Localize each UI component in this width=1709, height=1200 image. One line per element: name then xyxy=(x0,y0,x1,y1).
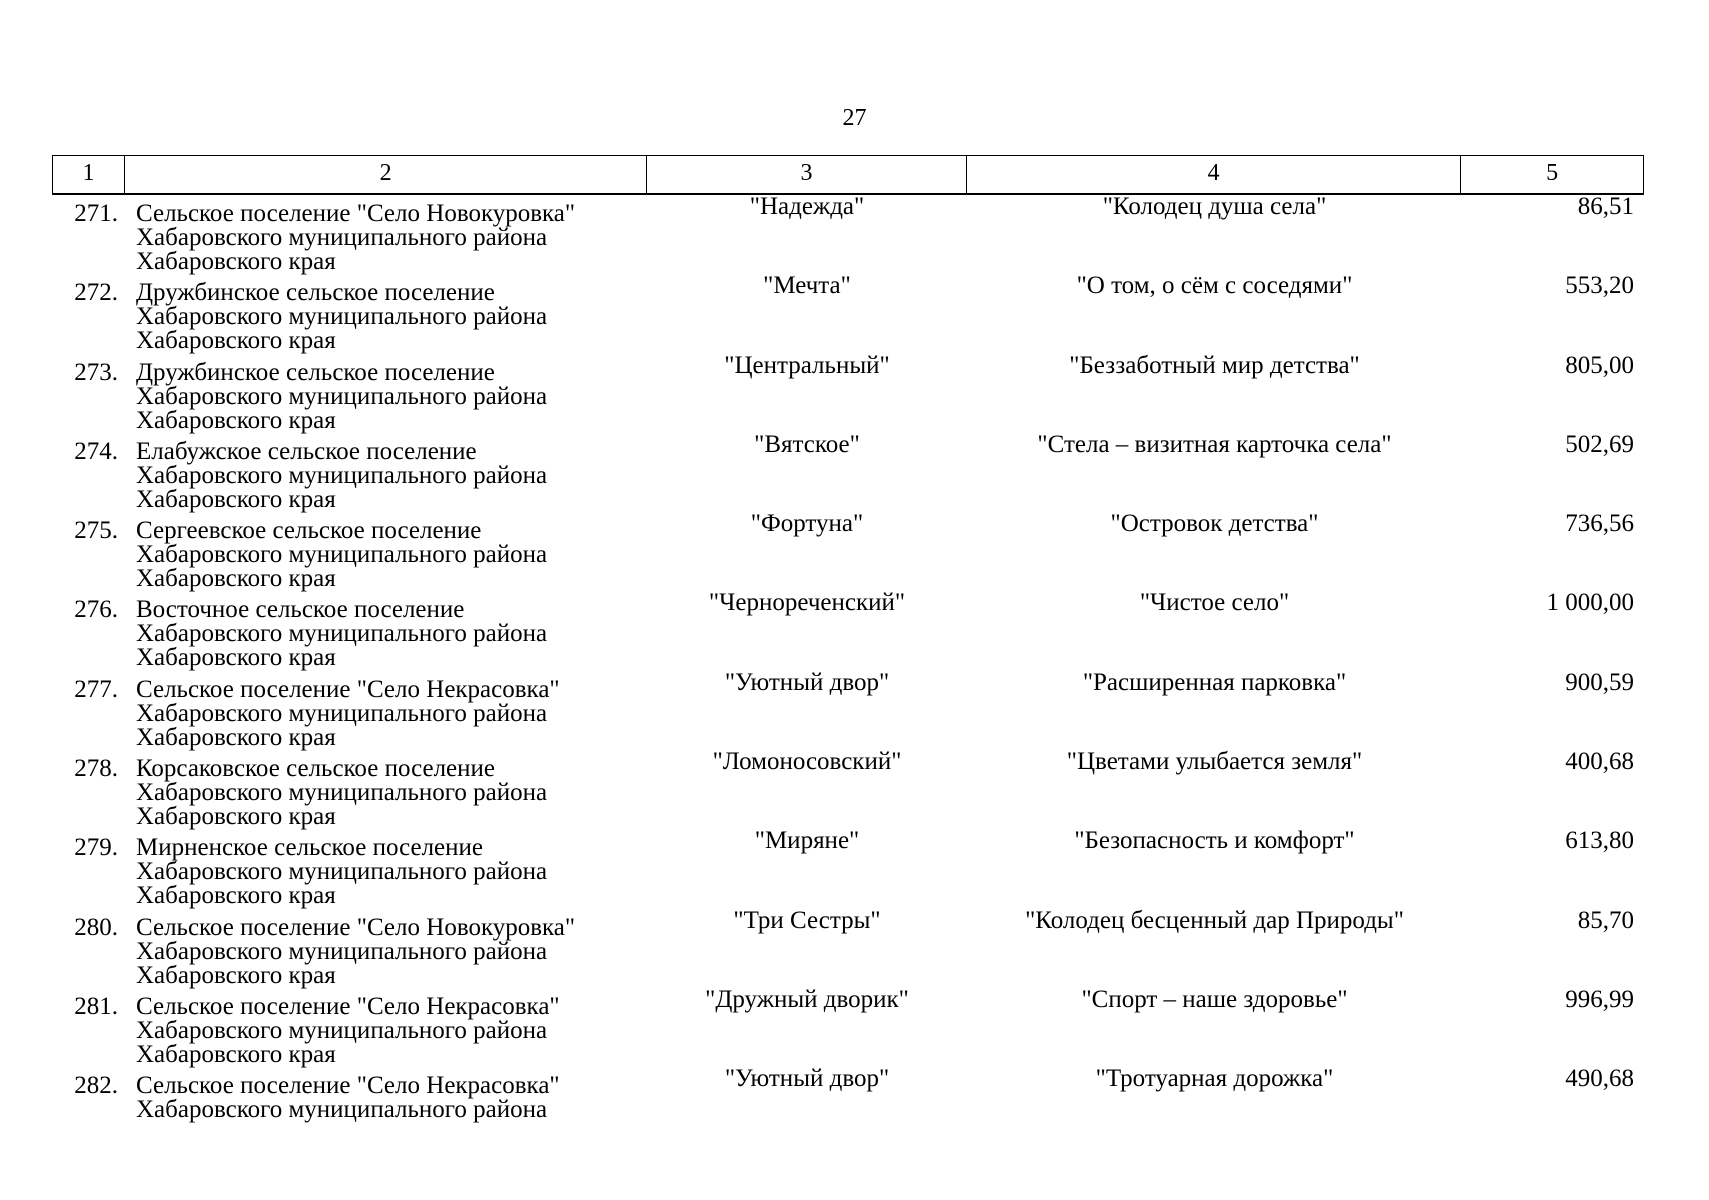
table-row xyxy=(52,430,1644,513)
project-organization: "Фортуна" xyxy=(750,510,864,538)
project-organization: "Мечта" xyxy=(763,272,851,300)
header-cell-1: 1 xyxy=(53,156,125,193)
project-name: "О том, о сём с соседями" xyxy=(1076,272,1353,300)
municipality-name-line: Хабаровского края xyxy=(136,248,336,275)
project-organization: "Чернореченский" xyxy=(708,589,906,617)
municipality-name-line: Хабаровского края xyxy=(136,803,336,831)
municipality-name xyxy=(124,829,647,908)
municipality-name-line: Хабаровского муниципального района xyxy=(136,224,548,251)
municipality-name-line: Хабаровского края xyxy=(136,961,336,989)
municipality-name xyxy=(124,512,647,591)
amount-value: 85,70 xyxy=(1577,906,1634,934)
municipality-name-line: Дружбинское сельское поселение xyxy=(136,279,495,307)
header-cell-3: 3 xyxy=(647,156,967,193)
municipality-name-line: Хабаровского муниципального района xyxy=(136,1016,548,1044)
municipality-name-line: Хабаровского края xyxy=(136,485,336,513)
municipality-name-line: Хабаровского муниципального района xyxy=(136,461,548,489)
table-header-row xyxy=(52,155,1644,195)
page-number: 27 xyxy=(842,105,867,131)
table-row xyxy=(52,750,1644,829)
project-organization: "Центральный" xyxy=(724,351,890,379)
municipality-name-line: Сельское поселение "Село Новокуровка" xyxy=(136,913,576,941)
row-number: 278. xyxy=(74,755,118,783)
municipality-name-line: Хабаровского муниципального района xyxy=(136,303,548,331)
municipality-name xyxy=(124,988,647,1067)
project-name: "Колодец душа села" xyxy=(1102,193,1327,220)
table-row xyxy=(52,985,1644,1068)
municipality-name-line: Хабаровского муниципального района xyxy=(136,779,548,807)
project-name: "Чистое село" xyxy=(1139,589,1290,617)
project-name: "Островок детства" xyxy=(1110,510,1319,538)
municipality-name-line: Хабаровского муниципального района xyxy=(136,382,548,410)
municipality-name-line: Хабаровского края xyxy=(136,406,336,434)
table-row xyxy=(52,351,1644,434)
municipality-name-line: Мирненское сельское поселение xyxy=(136,834,484,862)
project-organization: "Миряне" xyxy=(754,827,860,855)
header-cell-4: 4 xyxy=(967,156,1461,193)
municipality-name-line: Сельское поселение "Село Новокуровка" xyxy=(136,200,576,227)
municipality-name-line: Дружбинское сельское поселение xyxy=(136,358,495,386)
amount-value: 553,20 xyxy=(1565,272,1634,300)
amount-value: 1 000,00 xyxy=(1546,589,1634,617)
project-name: "Цветами улыбается земля" xyxy=(1066,748,1363,776)
row-number: 271. xyxy=(74,200,118,227)
municipality-name xyxy=(124,1067,647,1146)
amount-value: 996,99 xyxy=(1565,985,1634,1013)
row-number: 282. xyxy=(74,1072,118,1100)
project-organization: "Вятское" xyxy=(754,430,860,458)
municipality-name xyxy=(124,274,647,353)
municipality-name xyxy=(124,433,647,512)
project-organization: "Три Сестры" xyxy=(733,906,881,934)
project-name: "Колодец бесценный дар Природы" xyxy=(1025,906,1404,934)
table-body xyxy=(52,195,1644,1147)
municipality-name xyxy=(124,195,647,274)
municipality-name-line: Восточное сельское поселение xyxy=(136,596,465,624)
project-organization: "Ломоносовский" xyxy=(712,748,902,776)
amount-value: 736,56 xyxy=(1565,510,1634,538)
amount-value: 502,69 xyxy=(1565,430,1634,458)
municipality-name-line: Елабужское сельское поселение xyxy=(136,437,477,465)
municipality-name xyxy=(124,750,647,829)
municipality-name-line: Сергеевское сельское поселение xyxy=(136,517,482,545)
project-name: "Безопасность и комфорт" xyxy=(1074,827,1355,855)
amount-value: 400,68 xyxy=(1565,748,1634,776)
table-row xyxy=(52,512,1644,591)
municipality-name-line: Хабаровского муниципального района xyxy=(136,699,548,727)
municipality-name-line: Хабаровского края xyxy=(136,1040,336,1068)
municipality-name-line: Хабаровского муниципального района xyxy=(136,620,548,648)
project-organization: "Дружный дворик" xyxy=(705,985,909,1013)
table-row xyxy=(52,195,1644,274)
row-number: 274. xyxy=(74,437,118,465)
row-number: 279. xyxy=(74,834,118,862)
table-row xyxy=(52,906,1644,989)
municipality-name xyxy=(124,591,647,670)
data-table xyxy=(52,155,1644,1147)
municipality-name xyxy=(124,909,647,988)
project-name: "Спорт – наше здоровье" xyxy=(1081,985,1348,1013)
amount-value: 805,00 xyxy=(1565,351,1634,379)
municipality-name xyxy=(124,671,647,750)
municipality-name-line: Хабаровского края xyxy=(136,882,336,910)
municipality-name-line: Хабаровского муниципального района xyxy=(136,858,548,886)
municipality-name-line: Хабаровского муниципального района xyxy=(136,541,548,569)
amount-value: 86,51 xyxy=(1577,193,1634,220)
municipality-name-line: Хабаровского края xyxy=(136,327,336,355)
amount-value: 900,59 xyxy=(1565,668,1634,696)
project-organization: "Уютный двор" xyxy=(724,1065,890,1093)
row-number: 280. xyxy=(74,913,118,941)
header-cell-5: 5 xyxy=(1546,160,1559,186)
row-number: 273. xyxy=(74,358,118,386)
row-number: 281. xyxy=(74,992,118,1020)
project-organization: "Надежда" xyxy=(749,193,865,220)
project-name: "Расширенная парковка" xyxy=(1082,668,1347,696)
table-row xyxy=(52,274,1644,353)
project-name: "Стела – визитная карточка села" xyxy=(1037,430,1392,458)
municipality-name-line: Хабаровского муниципального района xyxy=(136,937,548,965)
table-row xyxy=(52,668,1644,751)
municipality-name-line: Хабаровского муниципального района xyxy=(136,1096,548,1124)
amount-value: 613,80 xyxy=(1565,827,1634,855)
project-name: "Тротуарная дорожка" xyxy=(1095,1065,1334,1093)
municipality-name-line: Корсаковское сельское поселение xyxy=(136,755,496,783)
row-number: 272. xyxy=(74,279,118,307)
municipality-name-line: Сельское поселение "Село Некрасовка" xyxy=(136,992,560,1020)
project-organization: "Уютный двор" xyxy=(724,668,890,696)
row-number: 276. xyxy=(74,596,118,624)
municipality-name-line: Хабаровского края xyxy=(136,723,336,751)
table-row xyxy=(52,591,1644,670)
table-row xyxy=(52,1067,1644,1146)
municipality-name-line: Хабаровского края xyxy=(136,565,336,593)
amount-value: 490,68 xyxy=(1565,1065,1634,1093)
municipality-name-line: Хабаровского края xyxy=(136,644,336,672)
project-name: "Беззаботный мир детства" xyxy=(1069,351,1360,379)
municipality-name-line: Сельское поселение "Село Некрасовка" xyxy=(136,675,560,703)
row-number: 275. xyxy=(74,517,118,545)
municipality-name xyxy=(124,354,647,433)
header-cell-2: 2 xyxy=(125,156,647,193)
row-number: 277. xyxy=(74,675,118,703)
table-row xyxy=(52,829,1644,908)
municipality-name-line: Сельское поселение "Село Некрасовка" xyxy=(136,1072,560,1100)
